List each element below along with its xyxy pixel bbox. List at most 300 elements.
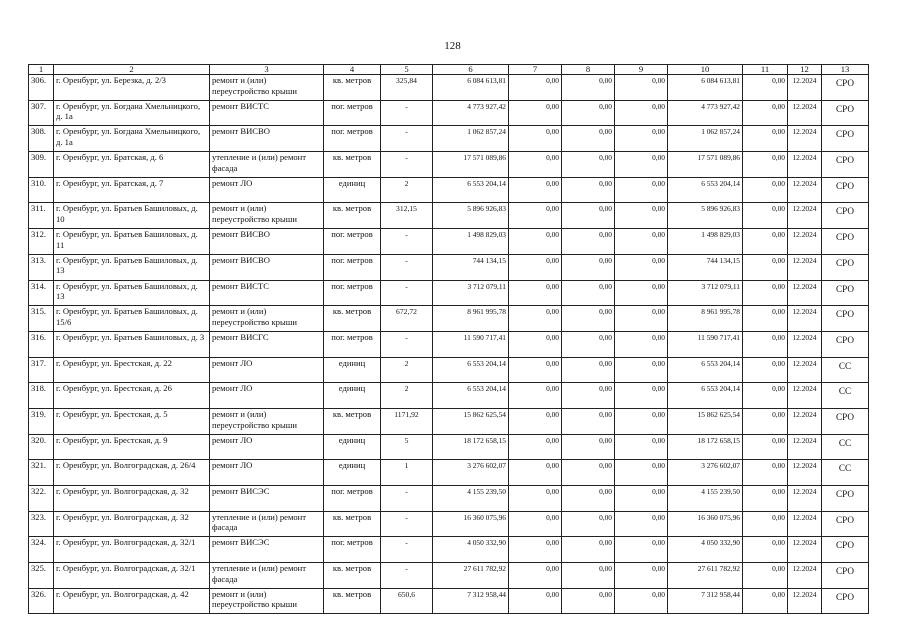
address-cell: г. Оренбург, ул. Волгоградская, д. 32 xyxy=(54,511,210,537)
column-header: 4 xyxy=(324,65,381,75)
cost-col10-cell: 744 134,15 xyxy=(668,254,743,280)
work-type-cell: утепление и (или) ремонт фасада xyxy=(210,152,324,178)
unit-cell: единиц xyxy=(324,460,381,486)
row-number-cell: 314. xyxy=(29,280,54,306)
cost-col7-cell: 0,00 xyxy=(509,254,562,280)
work-type-cell: ремонт ЛО xyxy=(210,460,324,486)
cost-col11-cell: 0,00 xyxy=(743,486,788,512)
fund-type-cell: СРО xyxy=(822,75,869,101)
cost-col7-cell: 0,00 xyxy=(509,177,562,203)
deadline-cell: 12.2024 xyxy=(788,434,822,460)
fund-type-cell: СРО xyxy=(822,229,869,255)
total-cost-cell: 6 084 613,81 xyxy=(433,75,509,101)
column-header: 7 xyxy=(509,65,562,75)
work-type-cell: ремонт и (или) переустройство крыши xyxy=(210,75,324,101)
quantity-cell: - xyxy=(381,100,433,126)
total-cost-cell: 6 553 204,14 xyxy=(433,177,509,203)
column-header: 8 xyxy=(562,65,615,75)
unit-cell: пог. метров xyxy=(324,486,381,512)
cost-col10-cell: 6 084 613,81 xyxy=(668,75,743,101)
address-cell: г. Оренбург, ул. Братьев Башиловых, д. 13 xyxy=(54,280,210,306)
deadline-cell: 12.2024 xyxy=(788,177,822,203)
cost-col11-cell: 0,00 xyxy=(743,357,788,383)
cost-col7-cell: 0,00 xyxy=(509,383,562,409)
work-type-cell: ремонт ЛО xyxy=(210,357,324,383)
cost-col9-cell: 0,00 xyxy=(615,100,668,126)
deadline-cell: 12.2024 xyxy=(788,460,822,486)
deadline-cell: 12.2024 xyxy=(788,408,822,434)
work-type-cell: ремонт и (или) переустройство крыши xyxy=(210,306,324,332)
cost-col7-cell: 0,00 xyxy=(509,203,562,229)
cost-col10-cell: 18 172 658,15 xyxy=(668,434,743,460)
address-cell: г. Оренбург, ул. Братьев Башиловых, д. 10 xyxy=(54,203,210,229)
cost-col8-cell: 0,00 xyxy=(562,383,615,409)
row-number-cell: 307. xyxy=(29,100,54,126)
column-header: 13 xyxy=(822,65,869,75)
total-cost-cell: 1 498 829,03 xyxy=(433,229,509,255)
total-cost-cell: 6 553 204,14 xyxy=(433,357,509,383)
unit-cell: кв. метров xyxy=(324,306,381,332)
cost-col9-cell: 0,00 xyxy=(615,434,668,460)
unit-cell: пог. метров xyxy=(324,331,381,357)
table-row xyxy=(29,100,869,126)
address-cell: г. Оренбург, ул. Брестская, д. 22 xyxy=(54,357,210,383)
cost-col11-cell: 0,00 xyxy=(743,152,788,178)
deadline-cell: 12.2024 xyxy=(788,152,822,178)
unit-cell: пог. метров xyxy=(324,537,381,563)
address-cell: г. Оренбург, ул. Братская, д. 7 xyxy=(54,177,210,203)
total-cost-cell: 744 134,15 xyxy=(433,254,509,280)
address-cell: г. Оренбург, ул. Братьев Башиловых, д. 3 xyxy=(54,331,210,357)
total-cost-cell: 4 155 239,50 xyxy=(433,486,509,512)
cost-col7-cell: 0,00 xyxy=(509,331,562,357)
cost-col10-cell: 27 611 782,92 xyxy=(668,563,743,589)
total-cost-cell: 15 862 625,54 xyxy=(433,408,509,434)
cost-col10-cell: 6 553 204,14 xyxy=(668,383,743,409)
quantity-cell: - xyxy=(381,152,433,178)
fund-type-cell: СРО xyxy=(822,306,869,332)
work-type-cell: ремонт и (или) переустройство крыши xyxy=(210,408,324,434)
cost-col8-cell: 0,00 xyxy=(562,100,615,126)
address-cell: г. Оренбург, ул. Брестская, д. 26 xyxy=(54,383,210,409)
cost-col11-cell: 0,00 xyxy=(743,537,788,563)
address-cell: г. Оренбург, ул. Волгоградская, д. 42 xyxy=(54,588,210,614)
row-number-cell: 315. xyxy=(29,306,54,332)
deadline-cell: 12.2024 xyxy=(788,357,822,383)
column-header: 12 xyxy=(788,65,822,75)
row-number-cell: 312. xyxy=(29,229,54,255)
row-number-cell: 323. xyxy=(29,511,54,537)
cost-col9-cell: 0,00 xyxy=(615,486,668,512)
unit-cell: кв. метров xyxy=(324,152,381,178)
quantity-cell: - xyxy=(381,563,433,589)
cost-col7-cell: 0,00 xyxy=(509,563,562,589)
capital-repair-table xyxy=(28,64,869,614)
cost-col8-cell: 0,00 xyxy=(562,229,615,255)
address-cell: г. Оренбург, ул. Брестская, д. 9 xyxy=(54,434,210,460)
cost-col8-cell: 0,00 xyxy=(562,152,615,178)
quantity-cell: - xyxy=(381,511,433,537)
row-number-cell: 324. xyxy=(29,537,54,563)
fund-type-cell: СРО xyxy=(822,100,869,126)
cost-col11-cell: 0,00 xyxy=(743,203,788,229)
column-header: 3 xyxy=(210,65,324,75)
cost-col7-cell: 0,00 xyxy=(509,229,562,255)
column-header: 9 xyxy=(615,65,668,75)
cost-col7-cell: 0,00 xyxy=(509,280,562,306)
fund-type-cell: СРО xyxy=(822,563,869,589)
cost-col10-cell: 5 896 926,83 xyxy=(668,203,743,229)
cost-col11-cell: 0,00 xyxy=(743,306,788,332)
cost-col10-cell: 16 360 075,96 xyxy=(668,511,743,537)
cost-col10-cell: 3 712 079,11 xyxy=(668,280,743,306)
address-cell: г. Оренбург, ул. Брестская, д. 5 xyxy=(54,408,210,434)
cost-col8-cell: 0,00 xyxy=(562,177,615,203)
row-number-cell: 308. xyxy=(29,126,54,152)
cost-col9-cell: 0,00 xyxy=(615,563,668,589)
unit-cell: единиц xyxy=(324,434,381,460)
cost-col11-cell: 0,00 xyxy=(743,408,788,434)
cost-col8-cell: 0,00 xyxy=(562,486,615,512)
row-number-cell: 319. xyxy=(29,408,54,434)
row-number-cell: 306. xyxy=(29,75,54,101)
unit-cell: пог. метров xyxy=(324,100,381,126)
cost-col11-cell: 0,00 xyxy=(743,280,788,306)
cost-col8-cell: 0,00 xyxy=(562,408,615,434)
unit-cell: пог. метров xyxy=(324,126,381,152)
total-cost-cell: 5 896 926,83 xyxy=(433,203,509,229)
cost-col9-cell: 0,00 xyxy=(615,75,668,101)
fund-type-cell: СС xyxy=(822,434,869,460)
fund-type-cell: СС xyxy=(822,357,869,383)
deadline-cell: 12.2024 xyxy=(788,306,822,332)
quantity-cell: - xyxy=(381,331,433,357)
table-row xyxy=(29,203,869,229)
table-row xyxy=(29,152,869,178)
quantity-cell: 5 xyxy=(381,434,433,460)
cost-col10-cell: 4 155 239,50 xyxy=(668,486,743,512)
cost-col11-cell: 0,00 xyxy=(743,229,788,255)
row-number-cell: 326. xyxy=(29,588,54,614)
total-cost-cell: 8 961 995,78 xyxy=(433,306,509,332)
total-cost-cell: 18 172 658,15 xyxy=(433,434,509,460)
work-type-cell: ремонт и (или) переустройство крыши xyxy=(210,203,324,229)
cost-col11-cell: 0,00 xyxy=(743,331,788,357)
quantity-cell: 672,72 xyxy=(381,306,433,332)
fund-type-cell: СРО xyxy=(822,203,869,229)
unit-cell: кв. метров xyxy=(324,408,381,434)
total-cost-cell: 4 773 927,42 xyxy=(433,100,509,126)
total-cost-cell: 17 571 089,86 xyxy=(433,152,509,178)
cost-col9-cell: 0,00 xyxy=(615,152,668,178)
table-row xyxy=(29,357,869,383)
fund-type-cell: СРО xyxy=(822,280,869,306)
quantity-cell: - xyxy=(381,486,433,512)
deadline-cell: 12.2024 xyxy=(788,100,822,126)
row-number-cell: 311. xyxy=(29,203,54,229)
table-row xyxy=(29,383,869,409)
cost-col9-cell: 0,00 xyxy=(615,177,668,203)
cost-col7-cell: 0,00 xyxy=(509,486,562,512)
row-number-cell: 309. xyxy=(29,152,54,178)
table-row xyxy=(29,486,869,512)
work-type-cell: ремонт ВИСТС xyxy=(210,280,324,306)
cost-col10-cell: 8 961 995,78 xyxy=(668,306,743,332)
work-type-cell: ремонт ВИСВО xyxy=(210,229,324,255)
cost-col7-cell: 0,00 xyxy=(509,511,562,537)
address-cell: г. Оренбург, ул. Братская, д. 6 xyxy=(54,152,210,178)
deadline-cell: 12.2024 xyxy=(788,254,822,280)
cost-col7-cell: 0,00 xyxy=(509,75,562,101)
deadline-cell: 12.2024 xyxy=(788,511,822,537)
cost-col9-cell: 0,00 xyxy=(615,408,668,434)
cost-col9-cell: 0,00 xyxy=(615,126,668,152)
total-cost-cell: 1 062 857,24 xyxy=(433,126,509,152)
row-number-cell: 313. xyxy=(29,254,54,280)
quantity-cell: 325,84 xyxy=(381,75,433,101)
cost-col7-cell: 0,00 xyxy=(509,100,562,126)
cost-col7-cell: 0,00 xyxy=(509,460,562,486)
quantity-cell: - xyxy=(381,280,433,306)
cost-col8-cell: 0,00 xyxy=(562,563,615,589)
quantity-cell: - xyxy=(381,537,433,563)
table-row xyxy=(29,588,869,614)
cost-col8-cell: 0,00 xyxy=(562,126,615,152)
cost-col9-cell: 0,00 xyxy=(615,588,668,614)
cost-col11-cell: 0,00 xyxy=(743,383,788,409)
cost-col10-cell: 11 590 717,41 xyxy=(668,331,743,357)
table-row xyxy=(29,126,869,152)
row-number-cell: 322. xyxy=(29,486,54,512)
cost-col8-cell: 0,00 xyxy=(562,75,615,101)
row-number-cell: 325. xyxy=(29,563,54,589)
row-number-cell: 316. xyxy=(29,331,54,357)
cost-col10-cell: 7 312 958,44 xyxy=(668,588,743,614)
work-type-cell: ремонт ВИСЭС xyxy=(210,537,324,563)
cost-col8-cell: 0,00 xyxy=(562,537,615,563)
quantity-cell: 2 xyxy=(381,357,433,383)
deadline-cell: 12.2024 xyxy=(788,331,822,357)
cost-col7-cell: 0,00 xyxy=(509,588,562,614)
cost-col11-cell: 0,00 xyxy=(743,588,788,614)
table-row xyxy=(29,408,869,434)
column-header: 2 xyxy=(54,65,210,75)
row-number-cell: 320. xyxy=(29,434,54,460)
table-row xyxy=(29,306,869,332)
work-type-cell: ремонт ВИСЭС xyxy=(210,486,324,512)
unit-cell: кв. метров xyxy=(324,203,381,229)
cost-col11-cell: 0,00 xyxy=(743,511,788,537)
quantity-cell: - xyxy=(381,254,433,280)
table-row xyxy=(29,254,869,280)
page-number: 128 xyxy=(444,40,461,52)
address-cell: г. Оренбург, ул. Братьев Башиловых, д. 11 xyxy=(54,229,210,255)
cost-col7-cell: 0,00 xyxy=(509,434,562,460)
total-cost-cell: 3 712 079,11 xyxy=(433,280,509,306)
cost-col9-cell: 0,00 xyxy=(615,357,668,383)
total-cost-cell: 6 553 204,14 xyxy=(433,383,509,409)
work-type-cell: ремонт ВИСВО xyxy=(210,126,324,152)
cost-col7-cell: 0,00 xyxy=(509,126,562,152)
total-cost-cell: 4 050 332,90 xyxy=(433,537,509,563)
table-row xyxy=(29,75,869,101)
cost-col9-cell: 0,00 xyxy=(615,460,668,486)
quantity-cell: - xyxy=(381,229,433,255)
row-number-cell: 318. xyxy=(29,383,54,409)
cost-col9-cell: 0,00 xyxy=(615,331,668,357)
column-header: 1 xyxy=(29,65,54,75)
cost-col8-cell: 0,00 xyxy=(562,306,615,332)
quantity-cell: 2 xyxy=(381,383,433,409)
cost-col11-cell: 0,00 xyxy=(743,254,788,280)
address-cell: г. Оренбург, ул. Волгоградская, д. 32/1 xyxy=(54,563,210,589)
cost-col11-cell: 0,00 xyxy=(743,563,788,589)
cost-col8-cell: 0,00 xyxy=(562,280,615,306)
address-cell: г. Оренбург, ул. Братьев Башиловых, д. 15/6 xyxy=(54,306,210,332)
cost-col11-cell: 0,00 xyxy=(743,460,788,486)
address-cell: г. Оренбург, ул. Богдана Хмельницкого, д. 1а xyxy=(54,100,210,126)
deadline-cell: 12.2024 xyxy=(788,280,822,306)
table-row xyxy=(29,537,869,563)
work-type-cell: ремонт ЛО xyxy=(210,434,324,460)
column-header: 5 xyxy=(381,65,433,75)
fund-type-cell: СРО xyxy=(822,511,869,537)
cost-col9-cell: 0,00 xyxy=(615,306,668,332)
total-cost-cell: 27 611 782,92 xyxy=(433,563,509,589)
work-type-cell: ремонт ВИСГС xyxy=(210,331,324,357)
row-number-cell: 310. xyxy=(29,177,54,203)
deadline-cell: 12.2024 xyxy=(788,537,822,563)
cost-col9-cell: 0,00 xyxy=(615,254,668,280)
address-cell: г. Оренбург, ул. Березка, д. 2/3 xyxy=(54,75,210,101)
fund-type-cell: СРО xyxy=(822,254,869,280)
fund-type-cell: СРО xyxy=(822,408,869,434)
deadline-cell: 12.2024 xyxy=(788,563,822,589)
unit-cell: единиц xyxy=(324,383,381,409)
cost-col9-cell: 0,00 xyxy=(615,229,668,255)
table-row xyxy=(29,177,869,203)
total-cost-cell: 11 590 717,41 xyxy=(433,331,509,357)
unit-cell: единиц xyxy=(324,177,381,203)
deadline-cell: 12.2024 xyxy=(788,75,822,101)
cost-col7-cell: 0,00 xyxy=(509,152,562,178)
cost-col8-cell: 0,00 xyxy=(562,357,615,383)
unit-cell: кв. метров xyxy=(324,563,381,589)
cost-col9-cell: 0,00 xyxy=(615,537,668,563)
unit-cell: кв. метров xyxy=(324,75,381,101)
table-row xyxy=(29,563,869,589)
cost-col8-cell: 0,00 xyxy=(562,511,615,537)
work-type-cell: утепление и (или) ремонт фасада xyxy=(210,511,324,537)
fund-type-cell: СРО xyxy=(822,177,869,203)
work-type-cell: утепление и (или) ремонт фасада xyxy=(210,563,324,589)
cost-col8-cell: 0,00 xyxy=(562,331,615,357)
address-cell: г. Оренбург, ул. Волгоградская, д. 32/1 xyxy=(54,537,210,563)
cost-col11-cell: 0,00 xyxy=(743,434,788,460)
cost-col8-cell: 0,00 xyxy=(562,254,615,280)
quantity-cell: - xyxy=(381,126,433,152)
fund-type-cell: СС xyxy=(822,383,869,409)
fund-type-cell: СРО xyxy=(822,331,869,357)
cost-col11-cell: 0,00 xyxy=(743,100,788,126)
deadline-cell: 12.2024 xyxy=(788,126,822,152)
cost-col10-cell: 6 553 204,14 xyxy=(668,357,743,383)
total-cost-cell: 16 360 075,96 xyxy=(433,511,509,537)
column-header: 6 xyxy=(433,65,509,75)
cost-col10-cell: 4 050 332,90 xyxy=(668,537,743,563)
unit-cell: пог. метров xyxy=(324,280,381,306)
fund-type-cell: СРО xyxy=(822,588,869,614)
total-cost-cell: 3 276 602,07 xyxy=(433,460,509,486)
unit-cell: пог. метров xyxy=(324,254,381,280)
address-cell: г. Оренбург, ул. Волгоградская, д. 32 xyxy=(54,486,210,512)
address-cell: г. Оренбург, ул. Богдана Хмельницкого, д. 1а xyxy=(54,126,210,152)
row-number-cell: 321. xyxy=(29,460,54,486)
total-cost-cell: 7 312 958,44 xyxy=(433,588,509,614)
column-header: 10 xyxy=(668,65,743,75)
fund-type-cell: СРО xyxy=(822,152,869,178)
unit-cell: единиц xyxy=(324,357,381,383)
cost-col10-cell: 15 862 625,54 xyxy=(668,408,743,434)
cost-col7-cell: 0,00 xyxy=(509,408,562,434)
address-cell: г. Оренбург, ул. Волгоградская, д. 26/4 xyxy=(54,460,210,486)
table-row xyxy=(29,280,869,306)
deadline-cell: 12.2024 xyxy=(788,203,822,229)
cost-col9-cell: 0,00 xyxy=(615,203,668,229)
table-row xyxy=(29,460,869,486)
fund-type-cell: СС xyxy=(822,460,869,486)
unit-cell: пог. метров xyxy=(324,229,381,255)
work-type-cell: ремонт ЛО xyxy=(210,177,324,203)
fund-type-cell: СРО xyxy=(822,537,869,563)
work-type-cell: ремонт ВИСВО xyxy=(210,254,324,280)
work-type-cell: ремонт ВИСТС xyxy=(210,100,324,126)
cost-col10-cell: 17 571 089,86 xyxy=(668,152,743,178)
cost-col7-cell: 0,00 xyxy=(509,306,562,332)
quantity-cell: 1171,92 xyxy=(381,408,433,434)
fund-type-cell: СРО xyxy=(822,486,869,512)
work-type-cell: ремонт и (или) переустройство крыши xyxy=(210,588,324,614)
cost-col10-cell: 1 062 857,24 xyxy=(668,126,743,152)
cost-col9-cell: 0,00 xyxy=(615,280,668,306)
cost-col10-cell: 1 498 829,03 xyxy=(668,229,743,255)
quantity-cell: 312,15 xyxy=(381,203,433,229)
deadline-cell: 12.2024 xyxy=(788,588,822,614)
cost-col11-cell: 0,00 xyxy=(743,126,788,152)
cost-col11-cell: 0,00 xyxy=(743,75,788,101)
quantity-cell: 650,6 xyxy=(381,588,433,614)
deadline-cell: 12.2024 xyxy=(788,383,822,409)
cost-col8-cell: 0,00 xyxy=(562,460,615,486)
cost-col8-cell: 0,00 xyxy=(562,434,615,460)
table-row xyxy=(29,331,869,357)
column-header: 11 xyxy=(743,65,788,75)
work-type-cell: ремонт ЛО xyxy=(210,383,324,409)
address-cell: г. Оренбург, ул. Братьев Башиловых, д. 13 xyxy=(54,254,210,280)
table-row xyxy=(29,511,869,537)
unit-cell: кв. метров xyxy=(324,511,381,537)
cost-col9-cell: 0,00 xyxy=(615,511,668,537)
column-number-row xyxy=(29,65,869,75)
cost-col10-cell: 6 553 204,14 xyxy=(668,177,743,203)
cost-col8-cell: 0,00 xyxy=(562,588,615,614)
quantity-cell: 1 xyxy=(381,460,433,486)
unit-cell: кв. метров xyxy=(324,588,381,614)
cost-col10-cell: 4 773 927,42 xyxy=(668,100,743,126)
cost-col8-cell: 0,00 xyxy=(562,203,615,229)
table-row xyxy=(29,229,869,255)
cost-col11-cell: 0,00 xyxy=(743,177,788,203)
